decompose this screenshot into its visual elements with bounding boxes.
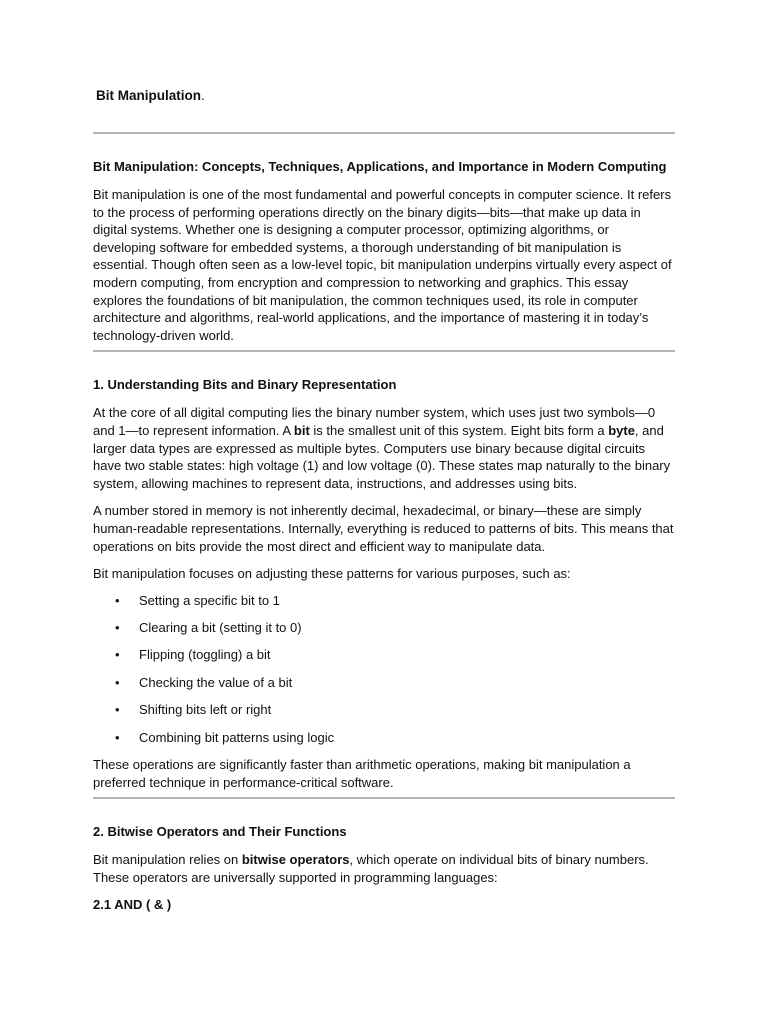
section1-paragraph-1: [93, 404, 675, 492]
bullet-icon: •: [115, 702, 120, 718]
list-item-text: Flipping (toggling) a bit: [139, 647, 271, 663]
section2-heading: 2. Bitwise Operators and Their Functions: [93, 824, 347, 840]
section1-paragraph-4: These operations are significantly faster than arithmetic operations, making bit manipulation a preferred technique in performance-critical software.: [93, 757, 631, 790]
list-item: [93, 592, 675, 610]
section1-paragraph-2: A number stored in memory is not inherently decimal, hexadecimal, or binary—these are simply human-readable representations. Internally, everything is reduced to patterns of bits. This means that operations on bits provide the most direct and efficient way to manipulate data.: [93, 503, 674, 554]
document-title-suffix: .: [201, 88, 205, 103]
bold-term-bitwise-operators: bitwise operators: [241, 852, 350, 868]
section1-paragraph-3: Bit manipulation focuses on adjusting these patterns for various purposes, such as:: [93, 566, 571, 582]
text-run: , which operate on individual bits of binary numbers. These operators are universally supported in programming languages:: [93, 852, 649, 885]
section1-heading: 1. Understanding Bits and Binary Representation: [93, 377, 397, 393]
bold-term-byte: byte: [608, 422, 635, 438]
list-item: [93, 646, 675, 664]
list-item: [93, 701, 675, 719]
bullet-icon: •: [115, 647, 120, 663]
list-item: [93, 729, 675, 747]
list-item-text: Setting a specific bit to 1: [139, 592, 280, 608]
horizontal-rule: [93, 350, 675, 352]
list-item-text: Shifting bits left or right: [139, 702, 272, 718]
bullet-icon: •: [115, 729, 120, 745]
list-item: [93, 619, 675, 637]
bullet-icon: •: [115, 620, 120, 636]
list-item-text: Checking the value of a bit: [139, 674, 293, 690]
text-run: Bit manipulation relies on: [93, 852, 242, 868]
bit-operations-list: [93, 592, 675, 747]
document-title: [96, 86, 675, 106]
horizontal-rule: [93, 132, 675, 134]
horizontal-rule: [93, 797, 675, 799]
intro-heading: Bit Manipulation: Concepts, Techniques, Applications, and Importance in Modern Computing: [93, 159, 667, 174]
document-title-text: Bit Manipulation: [96, 88, 201, 103]
section2-paragraph-1: [93, 851, 675, 886]
text-run: is the smallest unit of this system. Eight bits form a: [309, 422, 609, 438]
bold-term-bit: bit: [293, 422, 310, 438]
bullet-icon: •: [115, 674, 120, 690]
bullet-icon: •: [115, 592, 120, 608]
text-run: At the core of all digital computing lies the binary number system, which uses just two symbols—0 and 1—to represent information. A: [93, 405, 656, 438]
list-item-text: Clearing a bit (setting it to 0): [139, 620, 302, 636]
intro-paragraph: Bit manipulation is one of the most fundamental and powerful concepts in computer science. It refers to the process of performing operations directly on the binary digits—bits—that make up data in digital systems. Whether one is designing a computer processor, optimizing algorithms, or developing software for embedded systems, a thorough understanding of bit manipulation is essential. Though often seen as a low-level topic, bit manipulation underpins virtually every aspect of modern computing, from encryption and compression to networking and graphics. This essay explores the foundations of bit manipulation, the common techniques used, its role in computer architecture and algorithms, real-world applications, and the importance of mastering it in today’s technology-driven world.: [93, 187, 672, 343]
subsection-heading-and: 2.1 AND ( & ): [93, 897, 172, 913]
list-item: [93, 674, 675, 692]
text-run: , and larger data types are expressed as multiple bytes. Computers use binary because digital circuits have two stable states: high voltage (1) and low voltage (0). These states map naturally to the binary system, allowing machines to represent data, instructions, and addresses using bits.: [93, 422, 671, 491]
list-item-text: Combining bit patterns using logic: [139, 729, 335, 745]
